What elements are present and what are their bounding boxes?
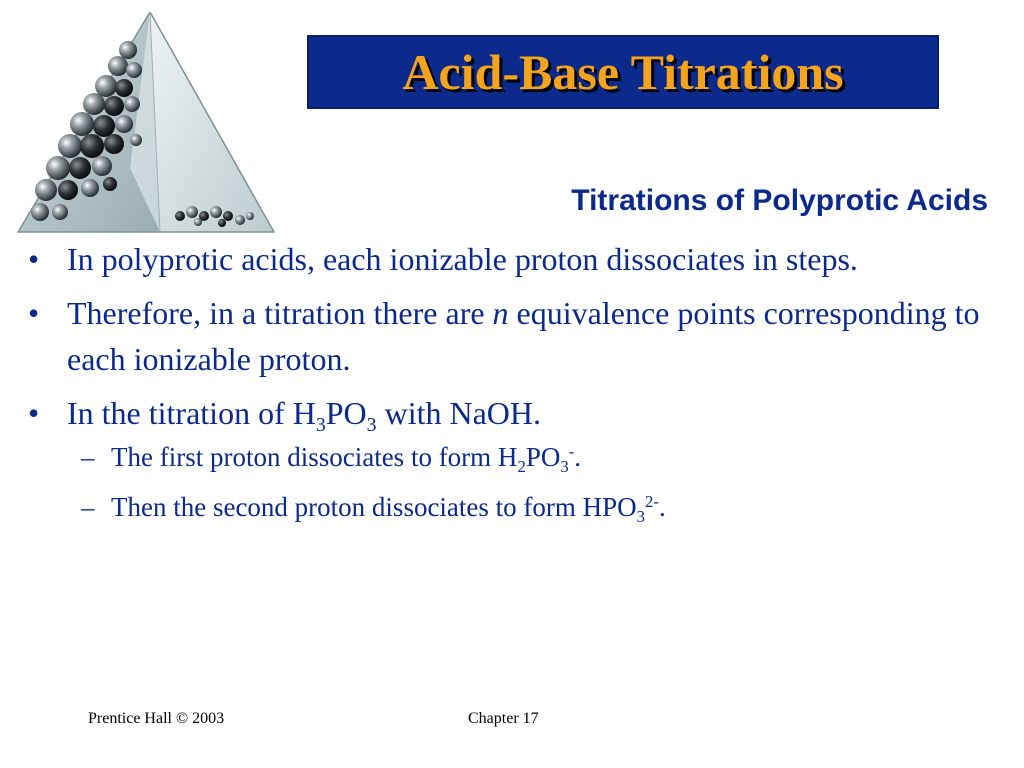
- bullet-dot-icon: •: [28, 241, 40, 277]
- bullet-3-subscript-1: 3: [315, 413, 326, 436]
- bullet-3-subscript-2: 3: [366, 413, 377, 436]
- bullet-item-1: [24, 236, 984, 282]
- bullet-2-text-end: equivalence points corresponding to each ionizable proton.: [67, 295, 980, 377]
- sub-bullet-2-part-1: Then the second proton dissociates to form HPO: [111, 492, 637, 522]
- bullet-dot-icon: •: [28, 395, 40, 431]
- bullet-dot-icon: •: [28, 295, 40, 331]
- molecule-pyramid-logo: [10, 8, 280, 238]
- sub-bullet-1-part-2: PO: [525, 442, 561, 472]
- sub-bullet-1-subscript-2: 3: [560, 456, 569, 476]
- bullet-list: [24, 236, 984, 536]
- dash-bullet-icon: –: [81, 492, 95, 522]
- slide-subtitle: Titrations of Polyprotic Acids: [571, 184, 988, 217]
- title-banner: [307, 35, 939, 109]
- sub-bullet-2-superscript: 2-: [645, 491, 659, 511]
- bullet-2-italic-n: n: [492, 295, 509, 331]
- bullet-1-text: In polyprotic acids, each ionizable proton dissociates in steps.: [67, 241, 858, 277]
- bullet-item-2: [24, 290, 984, 382]
- bullet-2-text-start: Therefore, in a titration there are: [67, 295, 493, 331]
- bullet-3-part-1: In the titration of H: [67, 395, 316, 431]
- sub-bullet-1-subscript-1: 2: [517, 456, 526, 476]
- bullet-3-part-3: with NaOH.: [376, 395, 541, 431]
- bullet-3-part-2: PO: [325, 395, 367, 431]
- sub-bullet-2-part-2: .: [658, 492, 666, 522]
- sub-bullet-1-superscript: -: [568, 441, 575, 461]
- sub-bullet-item-2: [24, 486, 984, 528]
- bullet-item-3: [24, 390, 984, 436]
- sub-bullet-2-subscript: 3: [636, 506, 646, 526]
- footer-chapter: Chapter 17: [468, 710, 539, 727]
- dash-bullet-icon: –: [81, 442, 95, 472]
- sub-bullet-item-1: [24, 436, 984, 478]
- sub-bullet-1-part-3: .: [574, 442, 582, 472]
- footer-copyright: Prentice Hall © 2003: [88, 710, 225, 727]
- sub-bullet-1-part-1: The first proton dissociates to form H: [111, 442, 518, 472]
- slide-title: Acid-Base Titrations: [402, 44, 844, 100]
